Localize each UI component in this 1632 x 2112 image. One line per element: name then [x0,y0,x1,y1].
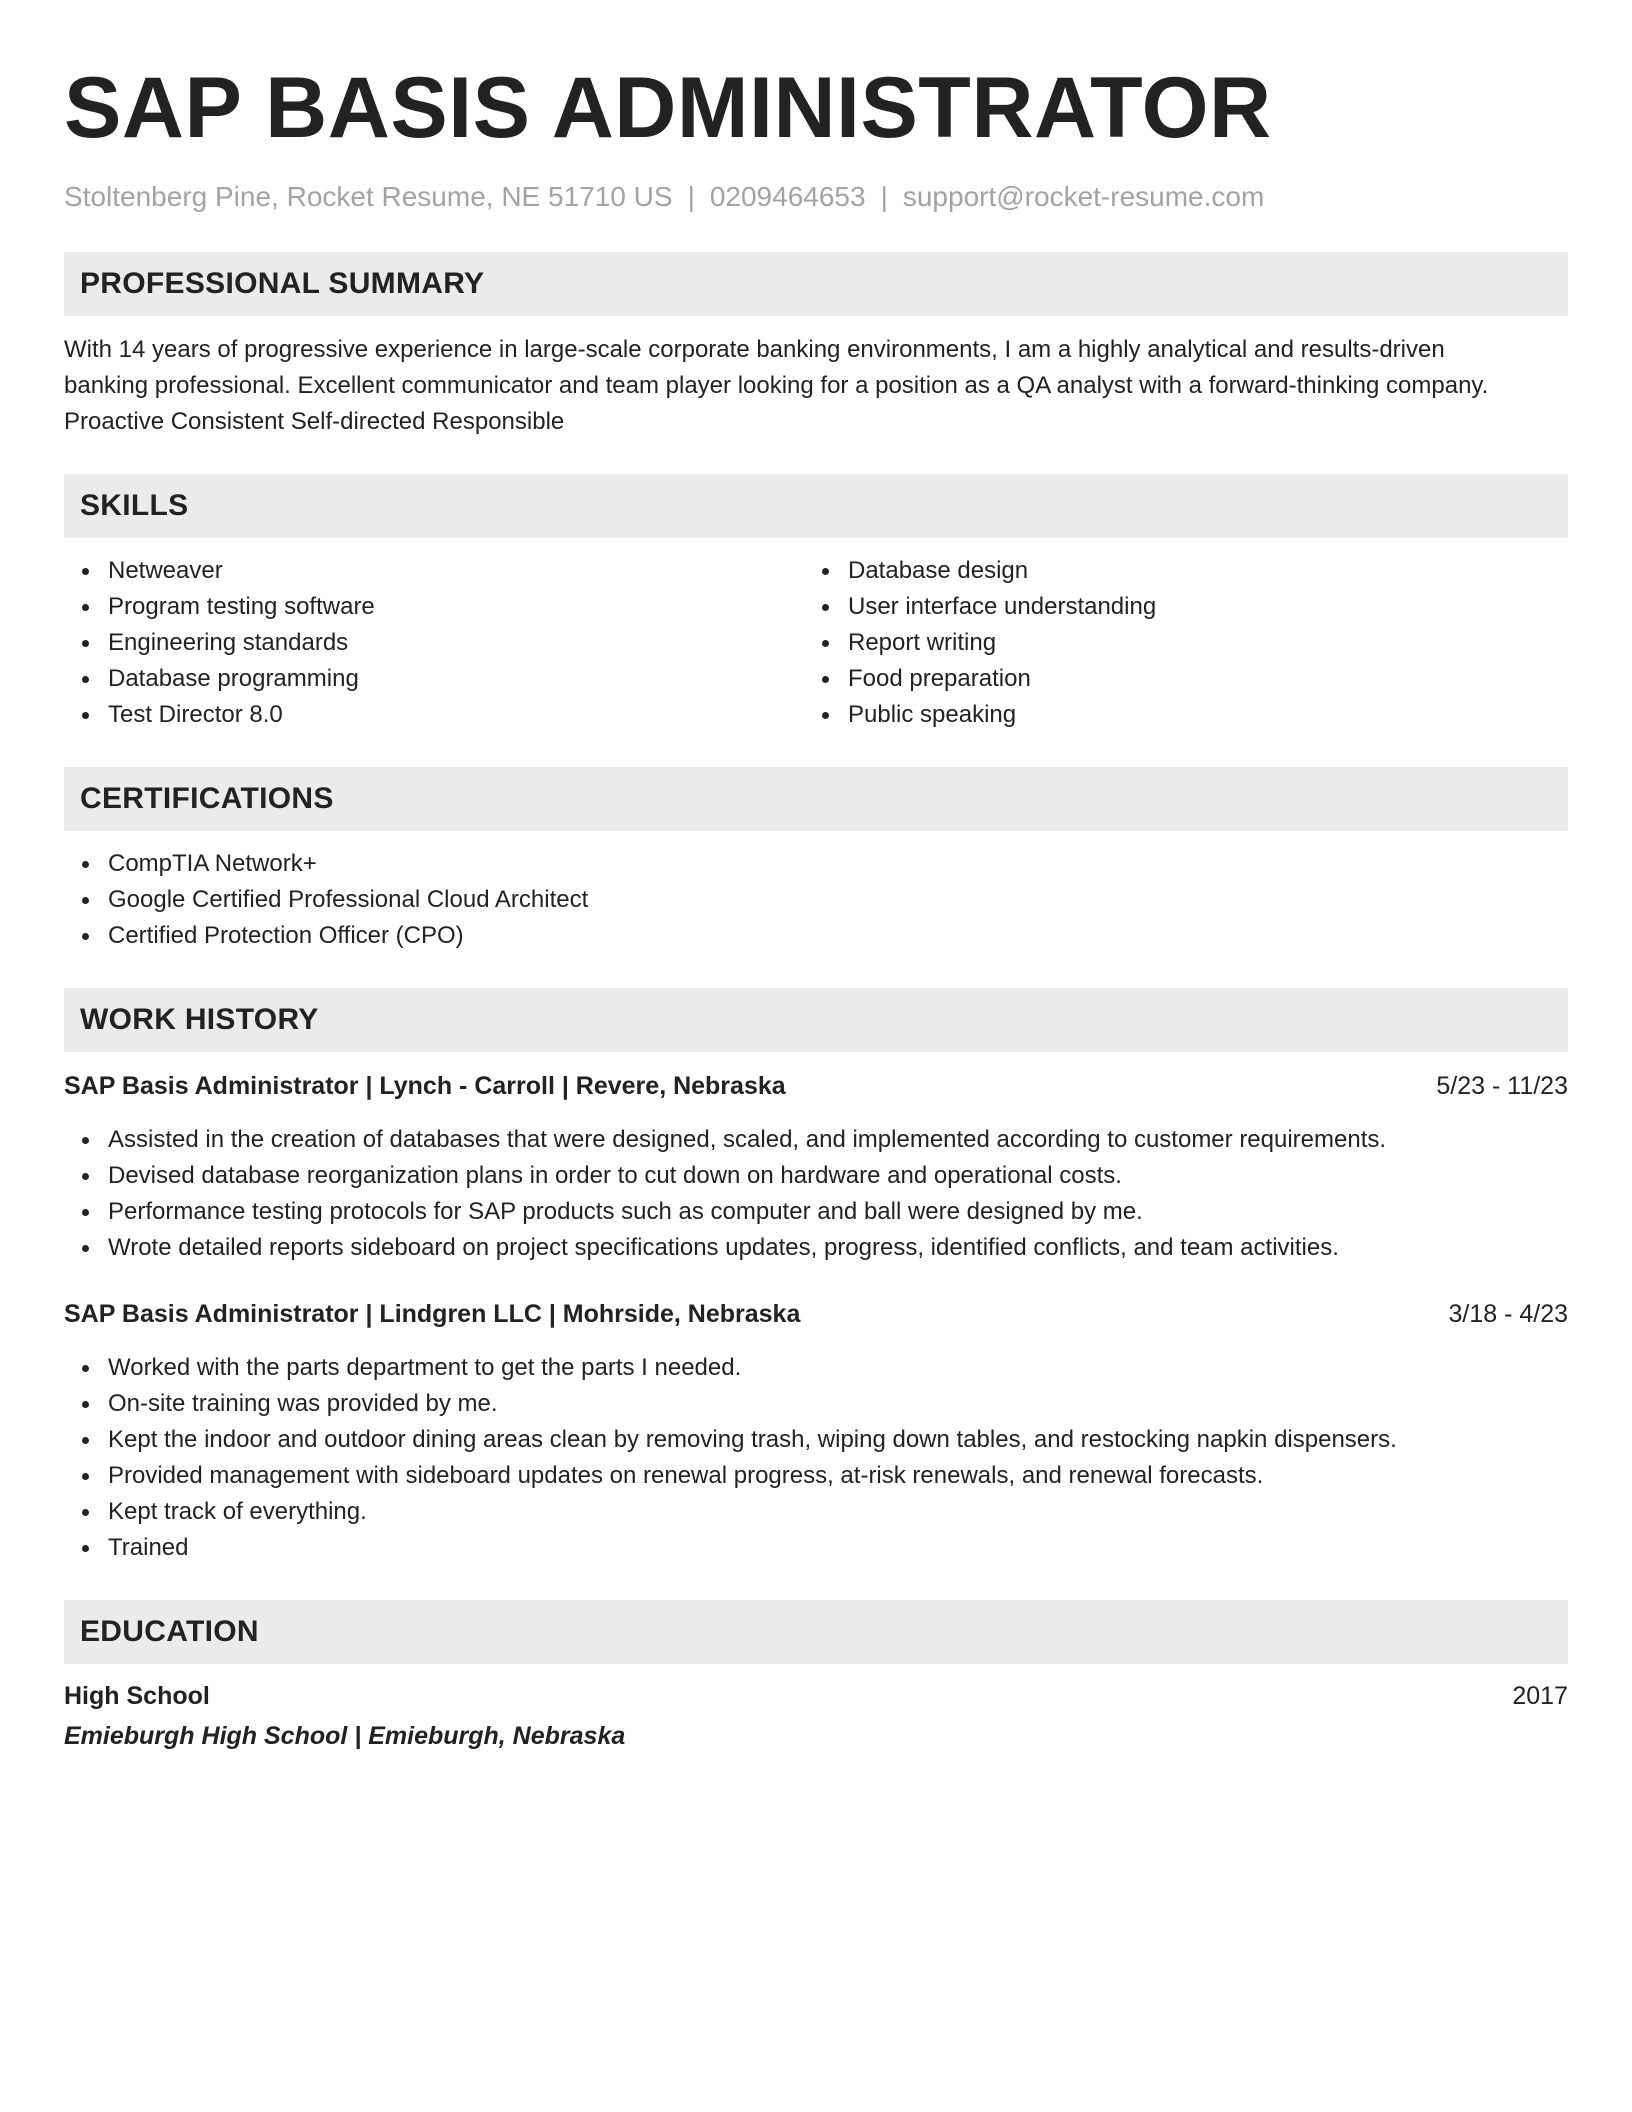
skill-item: Program testing software [64,589,804,625]
certifications-section [64,767,1568,954]
skill-item: Public speaking [804,697,1544,733]
skill-item: Report writing [804,625,1544,661]
job-dates: 5/23 - 11/23 [1436,1072,1568,1100]
education-degree: High School [64,1682,210,1710]
job-bullets [64,1350,1568,1566]
education-entry [64,1678,1568,1754]
skills-list-right [804,553,1544,733]
job-bullet: Provided management with sideboard updates on renewal progress, at-risk renewals, and renewal forecasts. [64,1458,1568,1494]
job-bullet: Performance testing protocols for SAP products such as computer and ball were designed by me. [64,1194,1568,1230]
contact-separator: | [687,181,695,212]
section-heading-skills: SKILLS [64,474,1568,538]
education-header [64,1678,1568,1714]
job-dates: 3/18 - 4/23 [1448,1300,1568,1328]
job-bullet: Assisted in the creation of databases that were designed, scaled, and implemented according to customer requirements. [64,1122,1568,1158]
summary-line: With 14 years of progressive experience in large-scale corporate banking environments, I am a highly analytical and results-driven [64,336,1445,363]
section-heading-education: EDUCATION [64,1600,1568,1664]
job-header [64,1068,1568,1104]
contact-separator: | [880,181,888,212]
contact-address: Stoltenberg Pine, Rocket Resume, NE 51710 US [64,181,673,212]
job-bullet: Trained [64,1530,1568,1566]
job-header [64,1296,1568,1332]
job-bullet: Wrote detailed reports sideboard on project specifications updates, progress, identified conflicts, and team activities. [64,1230,1568,1266]
job-title: SAP Basis Administrator | Lindgren LLC | Mohrside, Nebraska [64,1300,801,1328]
contact-email[interactable]: support@rocket-resume.com [902,181,1265,212]
skill-item: Database programming [64,661,804,697]
skill-item: Test Director 8.0 [64,697,804,733]
skill-item: Engineering standards [64,625,804,661]
contact-line [64,180,1568,214]
job-bullet: Kept the indoor and outdoor dining areas clean by removing trash, wiping down tables, and restocking napkin dispensers. [64,1422,1568,1458]
job-bullet: Kept track of everything. [64,1494,1568,1530]
skill-item: Food preparation [804,661,1544,697]
education-school: Emieburgh High School | Emieburgh, Nebraska [64,1722,626,1750]
certification-item: Certified Protection Officer (CPO) [64,918,1568,954]
section-heading-certifications: CERTIFICATIONS [64,767,1568,831]
skills-grid [64,553,1568,733]
job-bullets [64,1122,1568,1266]
certification-item: CompTIA Network+ [64,846,1568,882]
summary-line: banking professional. Excellent communicator and team player looking for a position as a QA analyst with a forward-thinking company. [64,372,1489,399]
job-entry [64,1068,1568,1266]
candidate-name: SAP BASIS ADMINISTRATOR [64,60,1272,156]
job-entry [64,1296,1568,1566]
job-bullet: Worked with the parts department to get the parts I needed. [64,1350,1568,1386]
skills-list-left [64,553,804,733]
summary-section [64,252,1568,440]
summary-text [64,332,1568,440]
certifications-list [64,846,1568,954]
skill-item: Database design [804,553,1544,589]
section-heading-summary: PROFESSIONAL SUMMARY [64,252,1568,316]
job-title: SAP Basis Administrator | Lynch - Carroll | Revere, Nebraska [64,1072,786,1100]
section-heading-work-history: WORK HISTORY [64,988,1568,1052]
skill-item: Netweaver [64,553,804,589]
job-bullet: On-site training was provided by me. [64,1386,1568,1422]
certification-item: Google Certified Professional Cloud Architect [64,882,1568,918]
summary-line: Proactive Consistent Self-directed Responsible [64,408,565,435]
skills-section [64,474,1568,733]
job-bullet: Devised database reorganization plans in order to cut down on hardware and operational costs. [64,1158,1568,1194]
education-year: 2017 [1512,1682,1568,1710]
education-section [64,1600,1568,1754]
skill-item: User interface understanding [804,589,1544,625]
work-history-section [64,988,1568,1566]
contact-phone: 0209464653 [709,181,866,212]
